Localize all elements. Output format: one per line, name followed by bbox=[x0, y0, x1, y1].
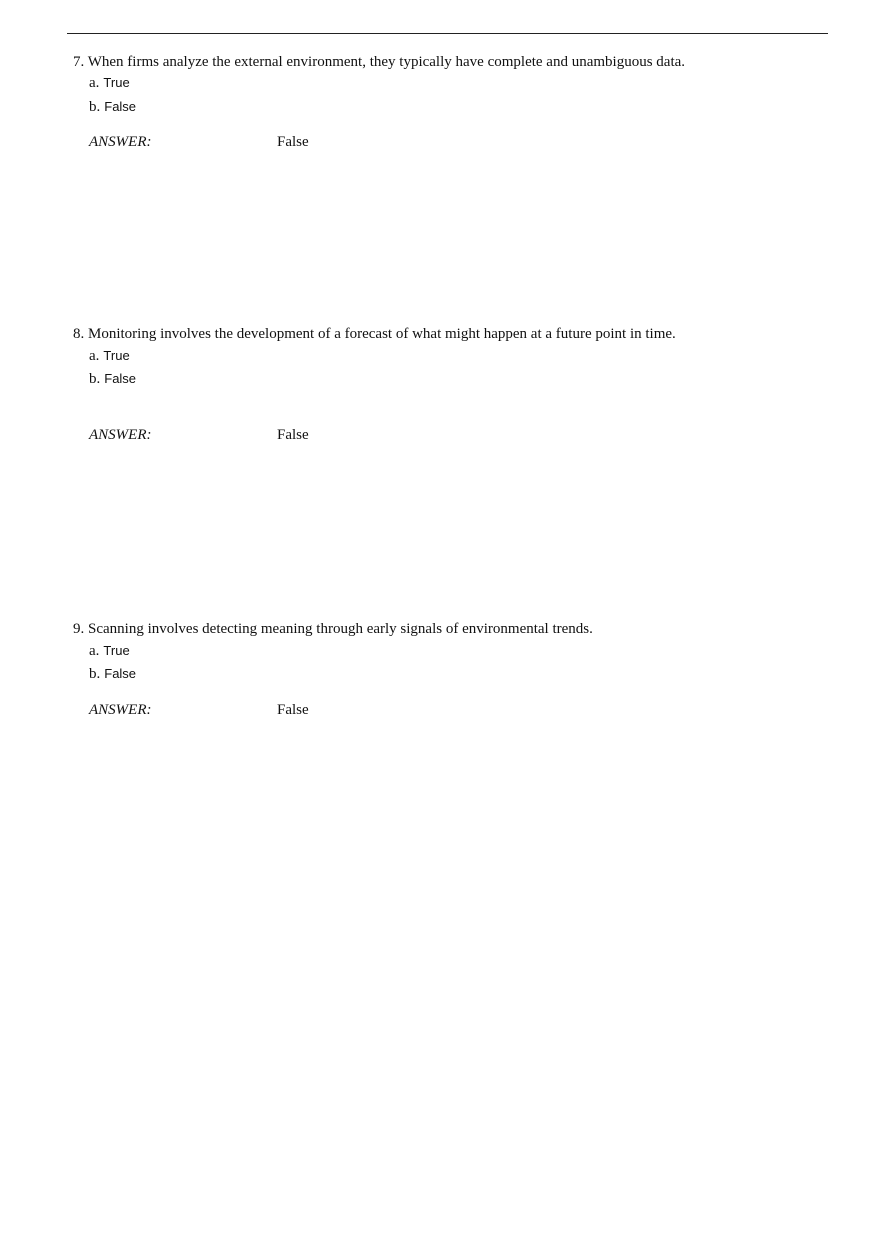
option-text: False bbox=[104, 666, 137, 681]
question-number: 8. bbox=[73, 326, 85, 342]
option-b[interactable] bbox=[89, 99, 136, 115]
question-stem: When firms analyze the external environment, they typically have complete and unambiguous data. bbox=[87, 54, 686, 70]
option-letter: a. bbox=[89, 348, 100, 364]
option-b[interactable] bbox=[89, 371, 136, 387]
answer-value: False bbox=[277, 427, 309, 443]
option-a[interactable] bbox=[89, 348, 130, 364]
answer-label: ANSWER: bbox=[89, 702, 152, 718]
option-text: False bbox=[104, 371, 137, 386]
question-text bbox=[73, 620, 593, 638]
answer-label: ANSWER: bbox=[89, 134, 152, 150]
option-letter: a. bbox=[89, 643, 100, 659]
question-stem: Monitoring involves the development of a forecast of what might happen at a future point in time. bbox=[88, 326, 676, 342]
option-text: True bbox=[103, 75, 130, 90]
answer-label: ANSWER: bbox=[89, 427, 152, 443]
option-letter: b. bbox=[89, 99, 101, 115]
question-text bbox=[73, 325, 676, 343]
answer-value: False bbox=[277, 134, 309, 150]
question-text bbox=[73, 53, 685, 71]
question-number: 9. bbox=[73, 621, 85, 637]
option-a[interactable] bbox=[89, 643, 130, 659]
option-text: True bbox=[103, 348, 130, 363]
answer-value: False bbox=[277, 702, 309, 718]
option-letter: a. bbox=[89, 75, 100, 91]
option-text: False bbox=[104, 99, 137, 114]
option-b[interactable] bbox=[89, 666, 136, 682]
option-text: True bbox=[103, 643, 130, 658]
option-a[interactable] bbox=[89, 75, 130, 91]
option-letter: b. bbox=[89, 666, 101, 682]
question-number: 7. bbox=[73, 54, 85, 70]
header-rule bbox=[67, 33, 828, 34]
question-stem: Scanning involves detecting meaning through early signals of environmental trends. bbox=[88, 621, 593, 637]
option-letter: b. bbox=[89, 371, 101, 387]
